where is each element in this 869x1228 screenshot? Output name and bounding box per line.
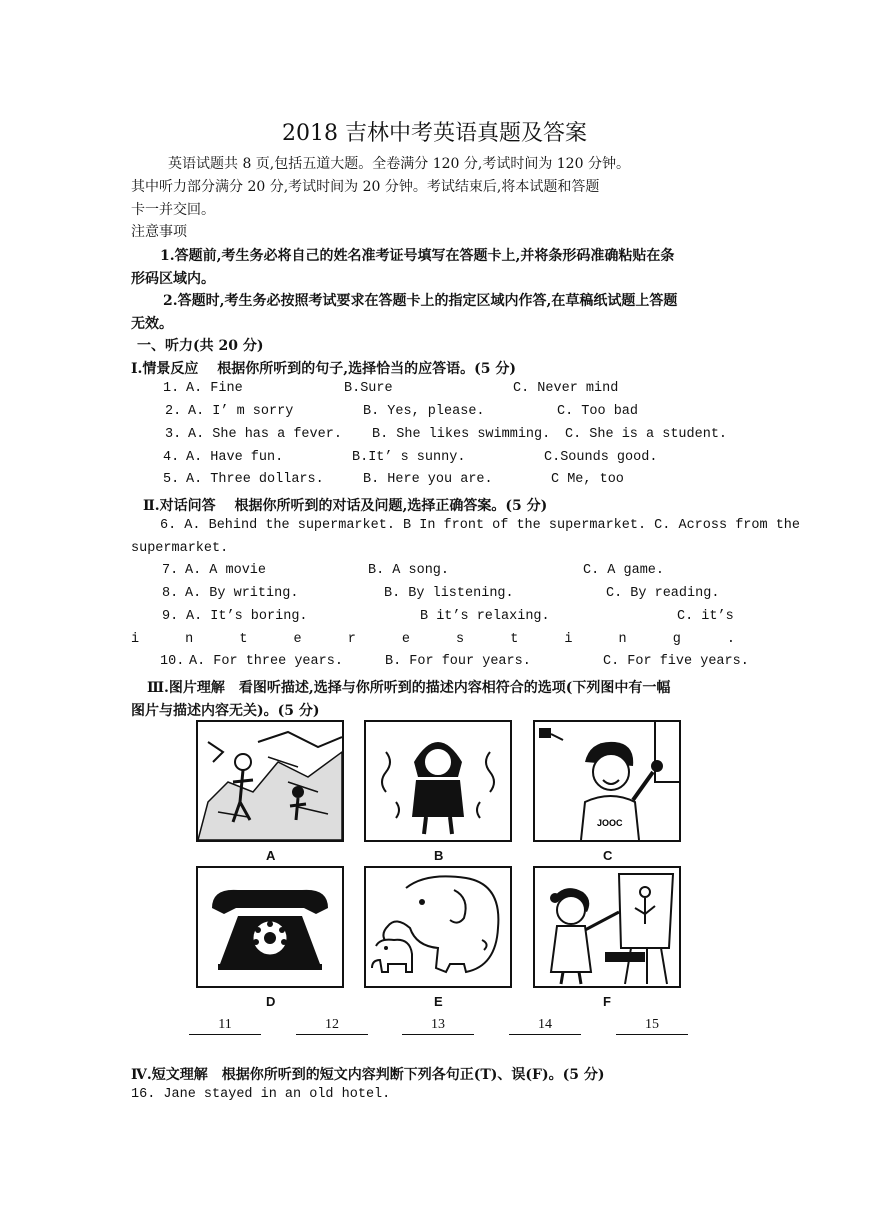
notes-heading: 注意事项 — [131, 224, 187, 240]
option-a: A. A movie — [185, 563, 267, 578]
option-a: A. I’ m sorry — [188, 404, 294, 419]
wrap-letter: r — [347, 632, 356, 647]
wrap-letter: . — [726, 632, 735, 647]
page-title: 2018 吉林中考英语真题及答案 — [282, 121, 587, 146]
option-b: B.Sure — [344, 381, 393, 396]
part-iv-heading: Ⅳ.短文理解 根据你所听到的短文内容判断下列各句正(T)、误(F)。(5 分) — [131, 1067, 605, 1083]
mountain-climbers-icon — [196, 720, 344, 842]
option-c: C. Too bad — [557, 404, 639, 419]
wrap-letter: i — [564, 632, 573, 647]
wrap-letter: n — [618, 632, 627, 647]
answer-blank-12[interactable]: 12 — [296, 1017, 368, 1035]
note-2-line-1: 2.答题时,考生务必按照考试要求在答题卡上的指定区域内作答,在草稿纸试题上答题 — [163, 293, 678, 309]
picture-label-b: B — [434, 848, 444, 863]
option-a: A. For three years. — [189, 654, 343, 669]
section-listening-heading: 一、听力(共 20 分) — [137, 338, 264, 354]
option-a: A. Have fun. — [186, 450, 284, 465]
question-number: 5. — [163, 472, 180, 487]
option-a: A. It’s boring. — [186, 609, 308, 624]
intro-line-1: 英语试题共 8 页,包括五道大题。全卷满分 120 分,考试时间为 120 分钟。 — [168, 156, 630, 172]
answer-blank-14[interactable]: 14 — [509, 1017, 581, 1035]
elephants-icon — [364, 866, 512, 988]
picture-label-e: E — [434, 994, 443, 1009]
picture-label-c: C — [603, 848, 613, 863]
wrap-letter: e — [401, 632, 410, 647]
option-a: A. She has a fever. — [188, 427, 342, 442]
answer-blank-15[interactable]: 15 — [616, 1017, 688, 1035]
wrap-letter: t — [239, 632, 248, 647]
option-b: B it’s relaxing. — [420, 609, 550, 624]
picture-label-d: D — [266, 994, 276, 1009]
question-6-line-2: supermarket. — [131, 541, 229, 556]
question-9-wrap-line — [131, 632, 735, 647]
picture-label-f: F — [603, 994, 611, 1009]
option-b: B. A song. — [368, 563, 450, 578]
wrap-letter: i — [131, 632, 140, 647]
wrap-letter: s — [456, 632, 465, 647]
option-b: B.It’ s sunny. — [352, 450, 466, 465]
option-a: A. Fine — [186, 381, 243, 396]
question-number: 1. — [163, 381, 180, 396]
question-6-line-1: 6. A. Behind the supermarket. B In front of the supermarket. C. Across from the — [160, 518, 801, 533]
part-i-heading: Ⅰ.情景反应 根据你所听到的句子,选择恰当的应答语。(5 分) — [131, 361, 517, 377]
note-1-line-2: 形码区域内。 — [131, 271, 215, 287]
option-c: C. it’s — [677, 609, 734, 624]
wrap-letter: e — [293, 632, 302, 647]
intro-line-3: 卡一并交回。 — [131, 202, 215, 218]
option-b: B. She likes swimming. — [372, 427, 551, 442]
question-number: 4. — [163, 450, 180, 465]
option-c: C. She is a student. — [565, 427, 728, 442]
option-a: A. Three dollars. — [186, 472, 324, 487]
intro-line-2: 其中听力部分满分 20 分,考试时间为 20 分钟。考试结束后,将本试题和答题 — [131, 179, 600, 195]
question-number: 9. — [162, 609, 179, 624]
note-2-line-2: 无效。 — [131, 316, 173, 332]
telephone-icon — [196, 866, 344, 988]
option-c: C. For five years. — [603, 654, 749, 669]
picture-label-a: A — [266, 848, 276, 863]
answer-blank-13[interactable]: 13 — [402, 1017, 474, 1035]
wrap-letter: n — [185, 632, 194, 647]
shivering-person-icon — [364, 720, 512, 842]
option-b: B. For four years. — [385, 654, 531, 669]
note-1-line-1: 1.答题前,考生务必将自己的姓名准考证号填写在答题卡上,并将条形码准确粘贴在条 — [160, 248, 675, 264]
part-iii-heading-line-2: 图片与描述内容无关)。(5 分) — [131, 703, 320, 719]
answer-blank-11[interactable]: 11 — [189, 1017, 261, 1035]
question-number: 8. — [162, 586, 179, 601]
painting-girl-icon — [533, 866, 681, 988]
question-number: 3. — [165, 427, 182, 442]
option-c: C. By reading. — [606, 586, 720, 601]
wrap-letter: g — [672, 632, 681, 647]
option-c: C. A game. — [583, 563, 665, 578]
option-a: A. By writing. — [185, 586, 299, 601]
question-16: 16. Jane stayed in an old hotel. — [131, 1087, 391, 1102]
svg-text:JOOC: JOOC — [597, 818, 623, 828]
option-c: C.Sounds good. — [544, 450, 658, 465]
part-iii-heading-line-1: Ⅲ.图片理解 看图听描述,选择与你所听到的描述内容相符合的选项(下列图中有一幅 — [147, 680, 671, 696]
part-ii-heading: Ⅱ.对话问答 根据你所听到的对话及问题,选择正确答案。(5 分) — [143, 498, 548, 514]
question-number: 2. — [165, 404, 182, 419]
option-b: B. Here you are. — [363, 472, 493, 487]
option-c: C Me, too — [551, 472, 624, 487]
option-b: B. Yes, please. — [363, 404, 485, 419]
wrap-letter: t — [510, 632, 519, 647]
option-c: C. Never mind — [513, 381, 619, 396]
question-number: 7. — [162, 563, 179, 578]
singing-boy-icon — [533, 720, 681, 842]
option-b: B. By listening. — [384, 586, 514, 601]
question-number: 10. — [160, 654, 185, 669]
